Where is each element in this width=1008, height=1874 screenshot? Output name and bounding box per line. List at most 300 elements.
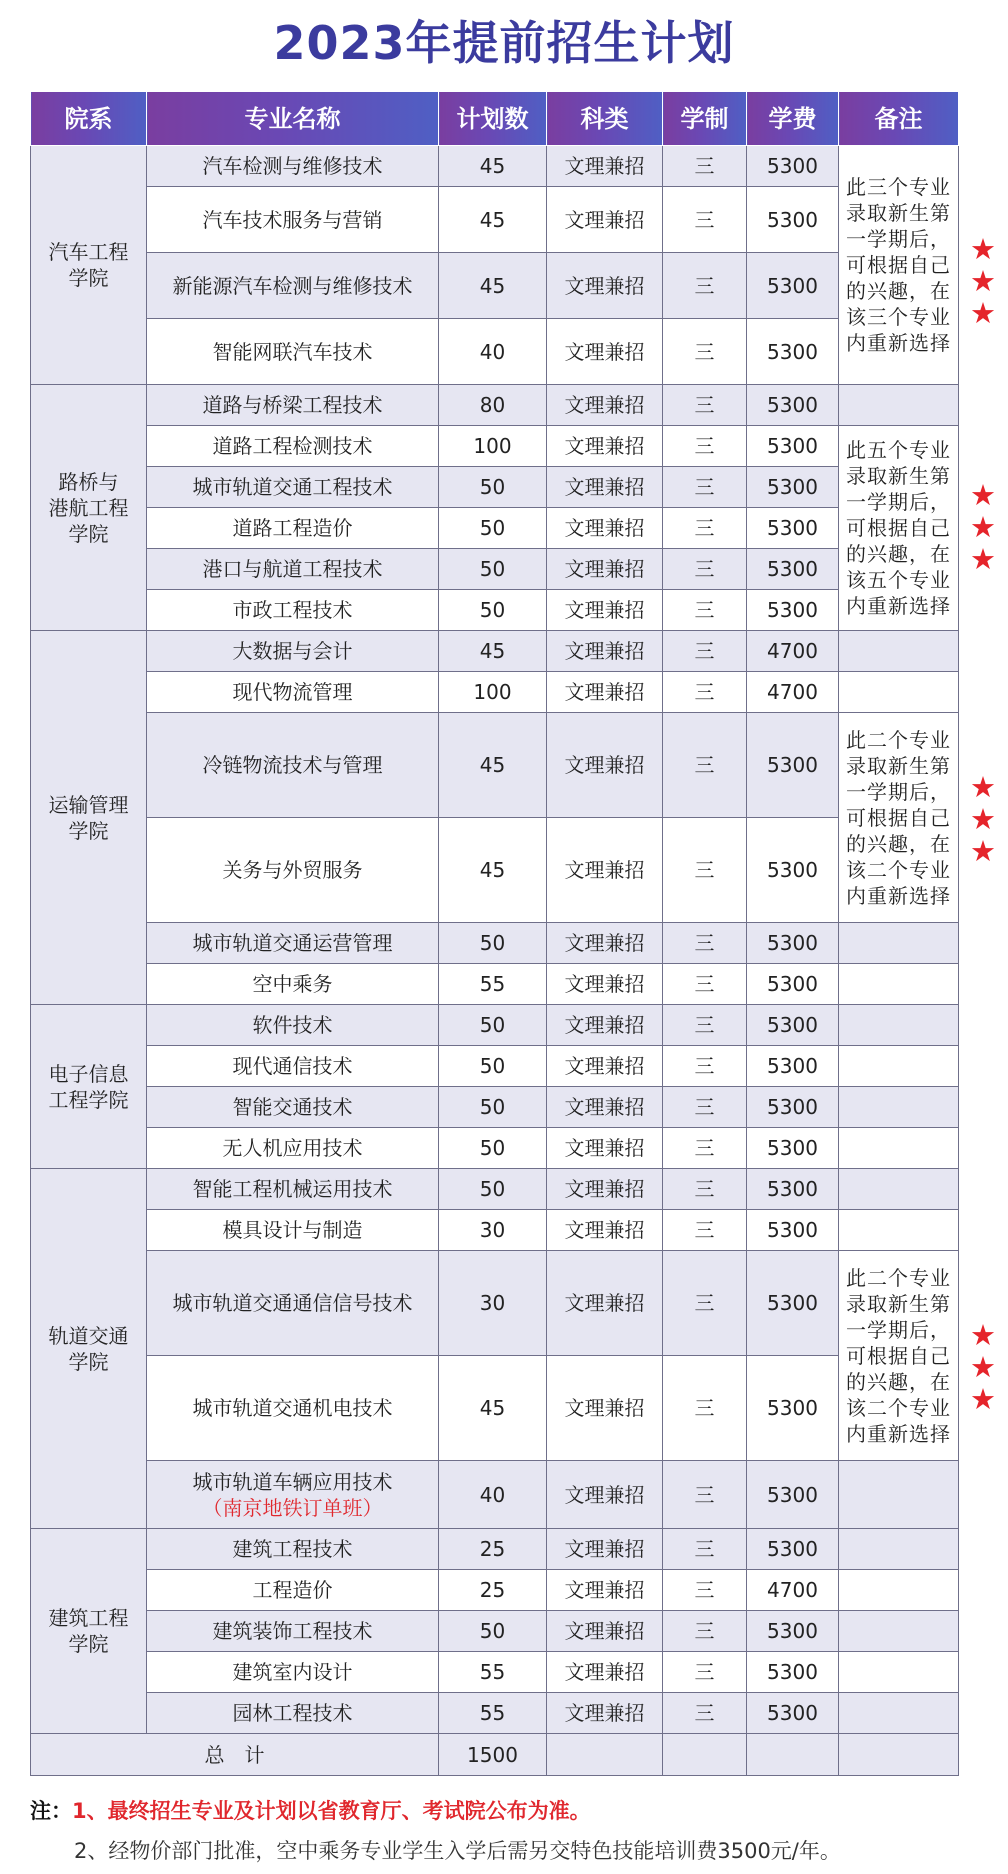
footnote-text-2: 2、经物价部门批准，空中乘务专业学生入学后需另交特色技能培训费3500元/年。 [74, 1839, 841, 1863]
major-name-cell [147, 631, 439, 672]
category-cell: 文理兼招 [547, 467, 663, 508]
table-row [31, 319, 959, 385]
remark-line: 录取新生第 [846, 753, 951, 778]
remark-line: 内重新选择 [846, 331, 951, 355]
plan-count-cell: 30 [439, 1210, 547, 1251]
years-cell: 三 [663, 1356, 747, 1461]
plan-count-cell: 45 [439, 631, 547, 672]
remark-line: 内重新选择 [846, 1421, 951, 1446]
table-row [31, 187, 959, 253]
plan-count-cell: 80 [439, 385, 547, 426]
major-name: 关务与外贸服务 [222, 858, 363, 882]
plan-count-cell: 50 [439, 1611, 547, 1652]
remark-cell [839, 923, 959, 964]
years-cell: 三 [663, 1570, 747, 1611]
dept-name-line: 轨道交通 [48, 1323, 129, 1348]
category-cell: 文理兼招 [547, 253, 663, 319]
dept-name-line: 运输管理 [48, 792, 129, 817]
years-cell: 三 [663, 1529, 747, 1570]
major-name-cell [147, 319, 439, 385]
remark-line: 的兴趣，在 [846, 542, 951, 566]
major-name: 汽车技术服务与营销 [202, 207, 383, 232]
years-cell: 三 [663, 467, 747, 508]
tuition-fee-cell: 4700 [747, 1570, 839, 1611]
star-icon: ★ [970, 296, 996, 330]
tuition-fee-cell: 5300 [747, 1611, 839, 1652]
major-name-cell [147, 146, 439, 187]
star-icon: ★ [970, 232, 996, 266]
plan-count-cell: 45 [439, 818, 547, 923]
plan-count-cell: 50 [439, 1169, 547, 1210]
plan-count-cell: 50 [439, 1128, 547, 1169]
major-name-cell [147, 253, 439, 319]
star-icon: ★ [970, 802, 996, 836]
tuition-fee-cell: 5300 [747, 1005, 839, 1046]
star-icon: ★ [970, 510, 996, 544]
years-cell: 三 [663, 964, 747, 1005]
plan-count-cell: 50 [439, 508, 547, 549]
category-cell: 文理兼招 [547, 1652, 663, 1693]
years-cell: 三 [663, 923, 747, 964]
major-name-cell [147, 672, 439, 713]
table-row [31, 146, 959, 187]
table-row [31, 385, 959, 426]
tuition-fee-cell: 5300 [747, 1652, 839, 1693]
tuition-fee-cell: 5300 [747, 590, 839, 631]
category-cell: 文理兼招 [547, 385, 663, 426]
category-cell: 文理兼招 [547, 319, 663, 385]
star-group [966, 479, 1000, 575]
plan-count-cell: 100 [439, 426, 547, 467]
tuition-fee-cell: 5300 [747, 818, 839, 923]
remark-cell [839, 1693, 959, 1734]
plan-count-cell: 50 [439, 549, 547, 590]
major-name: 城市轨道交通工程技术 [192, 475, 393, 499]
tuition-fee-cell: 5300 [747, 1529, 839, 1570]
table-row [31, 964, 959, 1005]
remark-cell [839, 1128, 959, 1169]
major-name-cell [147, 187, 439, 253]
major-name: 现代物流管理 [232, 680, 353, 704]
table-row [31, 672, 959, 713]
table-row [31, 818, 959, 923]
years-cell: 三 [663, 426, 747, 467]
category-cell: 文理兼招 [547, 187, 663, 253]
major-name-cell [147, 1529, 439, 1570]
tuition-fee-cell: 5300 [747, 713, 839, 818]
major-name-cell [147, 1570, 439, 1611]
years-cell: 三 [663, 1461, 747, 1529]
category-cell: 文理兼招 [547, 1128, 663, 1169]
major-name-cell [147, 590, 439, 631]
major-name: 道路工程检测技术 [212, 434, 373, 458]
table-row [31, 1693, 959, 1734]
category-cell: 文理兼招 [547, 964, 663, 1005]
table-row [31, 1356, 959, 1461]
major-subnote: （南京地铁订单班） [202, 1495, 383, 1520]
remark-line: 此五个专业 [846, 438, 951, 462]
major-name: 汽车检测与维修技术 [202, 154, 383, 178]
major-name: 园林工程技术 [232, 1701, 353, 1725]
plan-count-cell: 50 [439, 590, 547, 631]
tuition-fee-cell: 4700 [747, 631, 839, 672]
dept-cell [31, 1169, 147, 1529]
tuition-fee-cell: 5300 [747, 964, 839, 1005]
tuition-fee-cell: 5300 [747, 1169, 839, 1210]
total-label: 总 计 [31, 1734, 439, 1776]
category-cell: 文理兼招 [547, 1461, 663, 1529]
plan-count-cell: 40 [439, 1461, 547, 1529]
header-note: 备注 [839, 92, 959, 146]
category-cell: 文理兼招 [547, 672, 663, 713]
category-cell: 文理兼招 [547, 1570, 663, 1611]
major-name: 工程造价 [252, 1578, 333, 1602]
years-cell: 三 [663, 1210, 747, 1251]
years-cell: 三 [663, 549, 747, 590]
remark-line: 内重新选择 [846, 594, 951, 618]
remark-line: 的兴趣，在 [846, 1369, 951, 1394]
tuition-fee-cell: 5300 [747, 1087, 839, 1128]
tuition-fee-cell: 5300 [747, 1356, 839, 1461]
major-name-cell [147, 1210, 439, 1251]
table-row [31, 590, 959, 631]
remark-line: 该五个专业 [846, 568, 951, 592]
table-row [31, 1652, 959, 1693]
remark-line: 可根据自己 [846, 516, 951, 540]
star-icon: ★ [970, 478, 996, 512]
table-row [31, 1611, 959, 1652]
major-name: 港口与航道工程技术 [202, 557, 383, 581]
major-name: 智能网联汽车技术 [212, 339, 373, 364]
header-years: 学制 [663, 92, 747, 146]
dept-name-line: 学院 [68, 521, 109, 546]
years-cell: 三 [663, 590, 747, 631]
major-name: 道路与桥梁工程技术 [202, 393, 383, 417]
major-name-cell [147, 1046, 439, 1087]
major-name: 智能交通技术 [232, 1095, 353, 1119]
header-dept: 院系 [31, 92, 147, 146]
category-cell: 文理兼招 [547, 1356, 663, 1461]
major-name: 市政工程技术 [232, 598, 353, 622]
enrollment-plan-table [30, 91, 959, 1776]
major-name-cell [147, 1356, 439, 1461]
star-group [966, 1319, 1000, 1415]
major-name: 道路工程造价 [232, 516, 353, 540]
remark-cell [839, 1210, 959, 1251]
table-row [31, 1529, 959, 1570]
remark-line: 此三个专业 [846, 175, 951, 199]
plan-count-cell: 40 [439, 319, 547, 385]
major-name-cell [147, 1693, 439, 1734]
remark-cell [839, 672, 959, 713]
page-title: 2023年提前招生计划 [273, 16, 735, 70]
remark-cell [839, 1529, 959, 1570]
star-group [966, 771, 1000, 867]
remark-cell [839, 1461, 959, 1529]
category-cell: 文理兼招 [547, 1251, 663, 1356]
years-cell: 三 [663, 319, 747, 385]
table-row [31, 923, 959, 964]
major-name-cell [147, 1652, 439, 1693]
remark-cell [839, 1251, 959, 1461]
table-row [31, 467, 959, 508]
major-name-cell [147, 1169, 439, 1210]
plan-count-cell: 45 [439, 253, 547, 319]
category-cell: 文理兼招 [547, 1087, 663, 1128]
remark-cell [839, 1087, 959, 1128]
major-name: 城市轨道交通机电技术 [192, 1396, 393, 1420]
dept-name-line: 学院 [68, 266, 109, 290]
major-name-cell [147, 1005, 439, 1046]
major-name: 现代通信技术 [232, 1054, 353, 1078]
plan-count-cell: 45 [439, 146, 547, 187]
tuition-fee-cell: 5300 [747, 923, 839, 964]
tuition-fee-cell: 5300 [747, 1461, 839, 1529]
tuition-fee-cell: 5300 [747, 187, 839, 253]
dept-name-line: 学院 [68, 1632, 109, 1656]
major-name: 模具设计与制造 [222, 1218, 363, 1242]
plan-count-cell: 50 [439, 1087, 547, 1128]
table-row [31, 253, 959, 319]
category-cell: 文理兼招 [547, 146, 663, 187]
years-cell: 三 [663, 385, 747, 426]
tuition-fee-cell: 5300 [747, 1210, 839, 1251]
tuition-fee-cell: 5300 [747, 319, 839, 385]
plan-count-cell: 100 [439, 672, 547, 713]
table-row [31, 1046, 959, 1087]
dept-name-line: 建筑工程 [48, 1606, 129, 1630]
major-name: 城市轨道交通通信信号技术 [172, 1291, 413, 1315]
plan-count-cell: 30 [439, 1251, 547, 1356]
footnote-lead: 注： [30, 1799, 72, 1823]
category-cell: 文理兼招 [547, 1693, 663, 1734]
table-row [31, 631, 959, 672]
plan-count-cell: 45 [439, 713, 547, 818]
category-cell: 文理兼招 [547, 590, 663, 631]
category-cell: 文理兼招 [547, 1169, 663, 1210]
table-row [31, 1210, 959, 1251]
star-icon: ★ [970, 834, 996, 868]
tuition-fee-cell: 5300 [747, 467, 839, 508]
years-cell: 三 [663, 1005, 747, 1046]
category-cell: 文理兼招 [547, 1611, 663, 1652]
years-cell: 三 [663, 1652, 747, 1693]
star-icon: ★ [970, 542, 996, 576]
star-icon: ★ [970, 264, 996, 298]
major-name-cell [147, 713, 439, 818]
remark-line: 一学期后， [846, 227, 951, 251]
dept-cell [31, 146, 147, 385]
years-cell: 三 [663, 1169, 747, 1210]
header-fee: 学费 [747, 92, 839, 146]
total-empty-cell [839, 1734, 959, 1776]
years-cell: 三 [663, 713, 747, 818]
dept-name-line: 路桥与 [58, 469, 119, 494]
remark-line: 录取新生第 [846, 201, 951, 225]
table-row [31, 1087, 959, 1128]
remark-line: 录取新生第 [846, 1291, 951, 1316]
remark-line: 可根据自己 [846, 1343, 951, 1368]
table-row [31, 1461, 959, 1529]
dept-name-line: 港航工程 [48, 495, 129, 520]
remark-line: 一学期后， [846, 1317, 951, 1342]
plan-count-cell: 55 [439, 964, 547, 1005]
category-cell: 文理兼招 [547, 1210, 663, 1251]
tuition-fee-cell: 4700 [747, 672, 839, 713]
table-row [31, 713, 959, 818]
remark-cell [839, 964, 959, 1005]
major-name-cell [147, 923, 439, 964]
dept-name-line: 汽车工程 [48, 240, 129, 264]
major-name: 空中乘务 [252, 972, 333, 996]
major-name-cell [147, 385, 439, 426]
years-cell: 三 [663, 672, 747, 713]
total-empty-cell [547, 1734, 663, 1776]
total-plan-count: 1500 [439, 1734, 547, 1776]
tuition-fee-cell: 5300 [747, 508, 839, 549]
table-row [31, 1570, 959, 1611]
remark-cell [839, 713, 959, 923]
remark-line: 可根据自己 [846, 253, 951, 277]
major-name-cell [147, 1128, 439, 1169]
table-body [31, 146, 959, 1776]
remark-line: 该二个专业 [846, 857, 951, 882]
footnote-1 [30, 1794, 990, 1828]
major-name-cell [147, 964, 439, 1005]
remark-line: 此二个专业 [846, 1265, 951, 1290]
remark-cell [839, 1169, 959, 1210]
years-cell: 三 [663, 1046, 747, 1087]
major-name-cell [147, 1087, 439, 1128]
remark-line: 的兴趣，在 [846, 831, 951, 856]
plan-count-cell: 50 [439, 1046, 547, 1087]
plan-count-cell: 55 [439, 1693, 547, 1734]
header-major: 专业名称 [147, 92, 439, 146]
remark-cell [839, 1005, 959, 1046]
years-cell: 三 [663, 1251, 747, 1356]
remark-line: 此二个专业 [846, 727, 951, 752]
remark-line: 该二个专业 [846, 1395, 951, 1420]
major-name: 新能源汽车检测与维修技术 [172, 273, 413, 298]
total-empty-cell [747, 1734, 839, 1776]
major-name-cell [147, 549, 439, 590]
tuition-fee-cell: 5300 [747, 253, 839, 319]
plan-count-cell: 55 [439, 1652, 547, 1693]
remark-cell [839, 1570, 959, 1611]
major-name: 建筑装饰工程技术 [212, 1619, 373, 1643]
remark-cell [839, 385, 959, 426]
remark-cell [839, 1046, 959, 1087]
table-row [31, 549, 959, 590]
category-cell: 文理兼招 [547, 923, 663, 964]
table-header-row [31, 92, 959, 146]
major-name: 城市轨道交通运营管理 [192, 931, 393, 955]
major-name: 建筑工程技术 [232, 1537, 353, 1561]
dept-name-line: 电子信息 [48, 1061, 129, 1086]
major-name: 冷链物流技术与管理 [202, 753, 383, 777]
remark-line: 的兴趣，在 [846, 279, 951, 303]
dept-cell [31, 385, 147, 631]
years-cell: 三 [663, 1693, 747, 1734]
star-icon: ★ [970, 770, 996, 804]
major-name-cell [147, 426, 439, 467]
major-name: 软件技术 [252, 1013, 333, 1037]
category-cell: 文理兼招 [547, 1529, 663, 1570]
major-name: 建筑室内设计 [232, 1660, 353, 1684]
category-cell: 文理兼招 [547, 1046, 663, 1087]
tuition-fee-cell: 5300 [747, 146, 839, 187]
remark-line: 一学期后， [846, 490, 951, 514]
plan-count-cell: 50 [439, 1005, 547, 1046]
tuition-fee-cell: 5300 [747, 1693, 839, 1734]
major-name-cell [147, 1611, 439, 1652]
years-cell: 三 [663, 631, 747, 672]
tuition-fee-cell: 5300 [747, 385, 839, 426]
dept-name-line: 学院 [68, 818, 109, 843]
plan-count-cell: 25 [439, 1529, 547, 1570]
tuition-fee-cell: 5300 [747, 1046, 839, 1087]
footnote-2 [30, 1834, 990, 1868]
header-category: 科类 [547, 92, 663, 146]
major-name-cell [147, 467, 439, 508]
table-row [31, 1128, 959, 1169]
category-cell: 文理兼招 [547, 508, 663, 549]
dept-cell [31, 1529, 147, 1734]
remark-line: 内重新选择 [846, 883, 951, 908]
tuition-fee-cell: 5300 [747, 1251, 839, 1356]
plan-count-cell: 50 [439, 467, 547, 508]
years-cell: 三 [663, 818, 747, 923]
category-cell: 文理兼招 [547, 631, 663, 672]
category-cell: 文理兼招 [547, 426, 663, 467]
plan-count-cell: 25 [439, 1570, 547, 1611]
years-cell: 三 [663, 1128, 747, 1169]
remark-cell [839, 1611, 959, 1652]
major-name-cell [147, 818, 439, 923]
plan-count-cell: 50 [439, 923, 547, 964]
dept-cell [31, 1005, 147, 1169]
remark-cell [839, 146, 959, 385]
table-row [31, 1005, 959, 1046]
remark-line: 可根据自己 [846, 805, 951, 830]
major-name: 智能工程机械运用技术 [192, 1177, 393, 1201]
plan-count-cell: 45 [439, 1356, 547, 1461]
total-empty-cell [663, 1734, 747, 1776]
footnote-text-1: 1、最终招生专业及计划以省教育厅、考试院公布为准。 [72, 1799, 591, 1823]
dept-cell [31, 631, 147, 1005]
plan-count-cell: 45 [439, 187, 547, 253]
major-name-cell [147, 1251, 439, 1356]
major-name-cell [147, 508, 439, 549]
tuition-fee-cell: 5300 [747, 1128, 839, 1169]
category-cell: 文理兼招 [547, 818, 663, 923]
table-row [31, 1251, 959, 1356]
major-name: 城市轨道车辆应用技术 [192, 1469, 393, 1494]
remark-line: 录取新生第 [846, 464, 951, 488]
dept-name-line: 学院 [68, 1349, 109, 1374]
header-plan: 计划数 [439, 92, 547, 146]
remark-cell [839, 631, 959, 672]
tuition-fee-cell: 5300 [747, 549, 839, 590]
remark-cell [839, 1652, 959, 1693]
years-cell: 三 [663, 146, 747, 187]
remark-cell [839, 426, 959, 631]
years-cell: 三 [663, 1611, 747, 1652]
years-cell: 三 [663, 508, 747, 549]
dept-name-line: 工程学院 [48, 1087, 129, 1112]
star-group [966, 233, 1000, 329]
table-row [31, 508, 959, 549]
